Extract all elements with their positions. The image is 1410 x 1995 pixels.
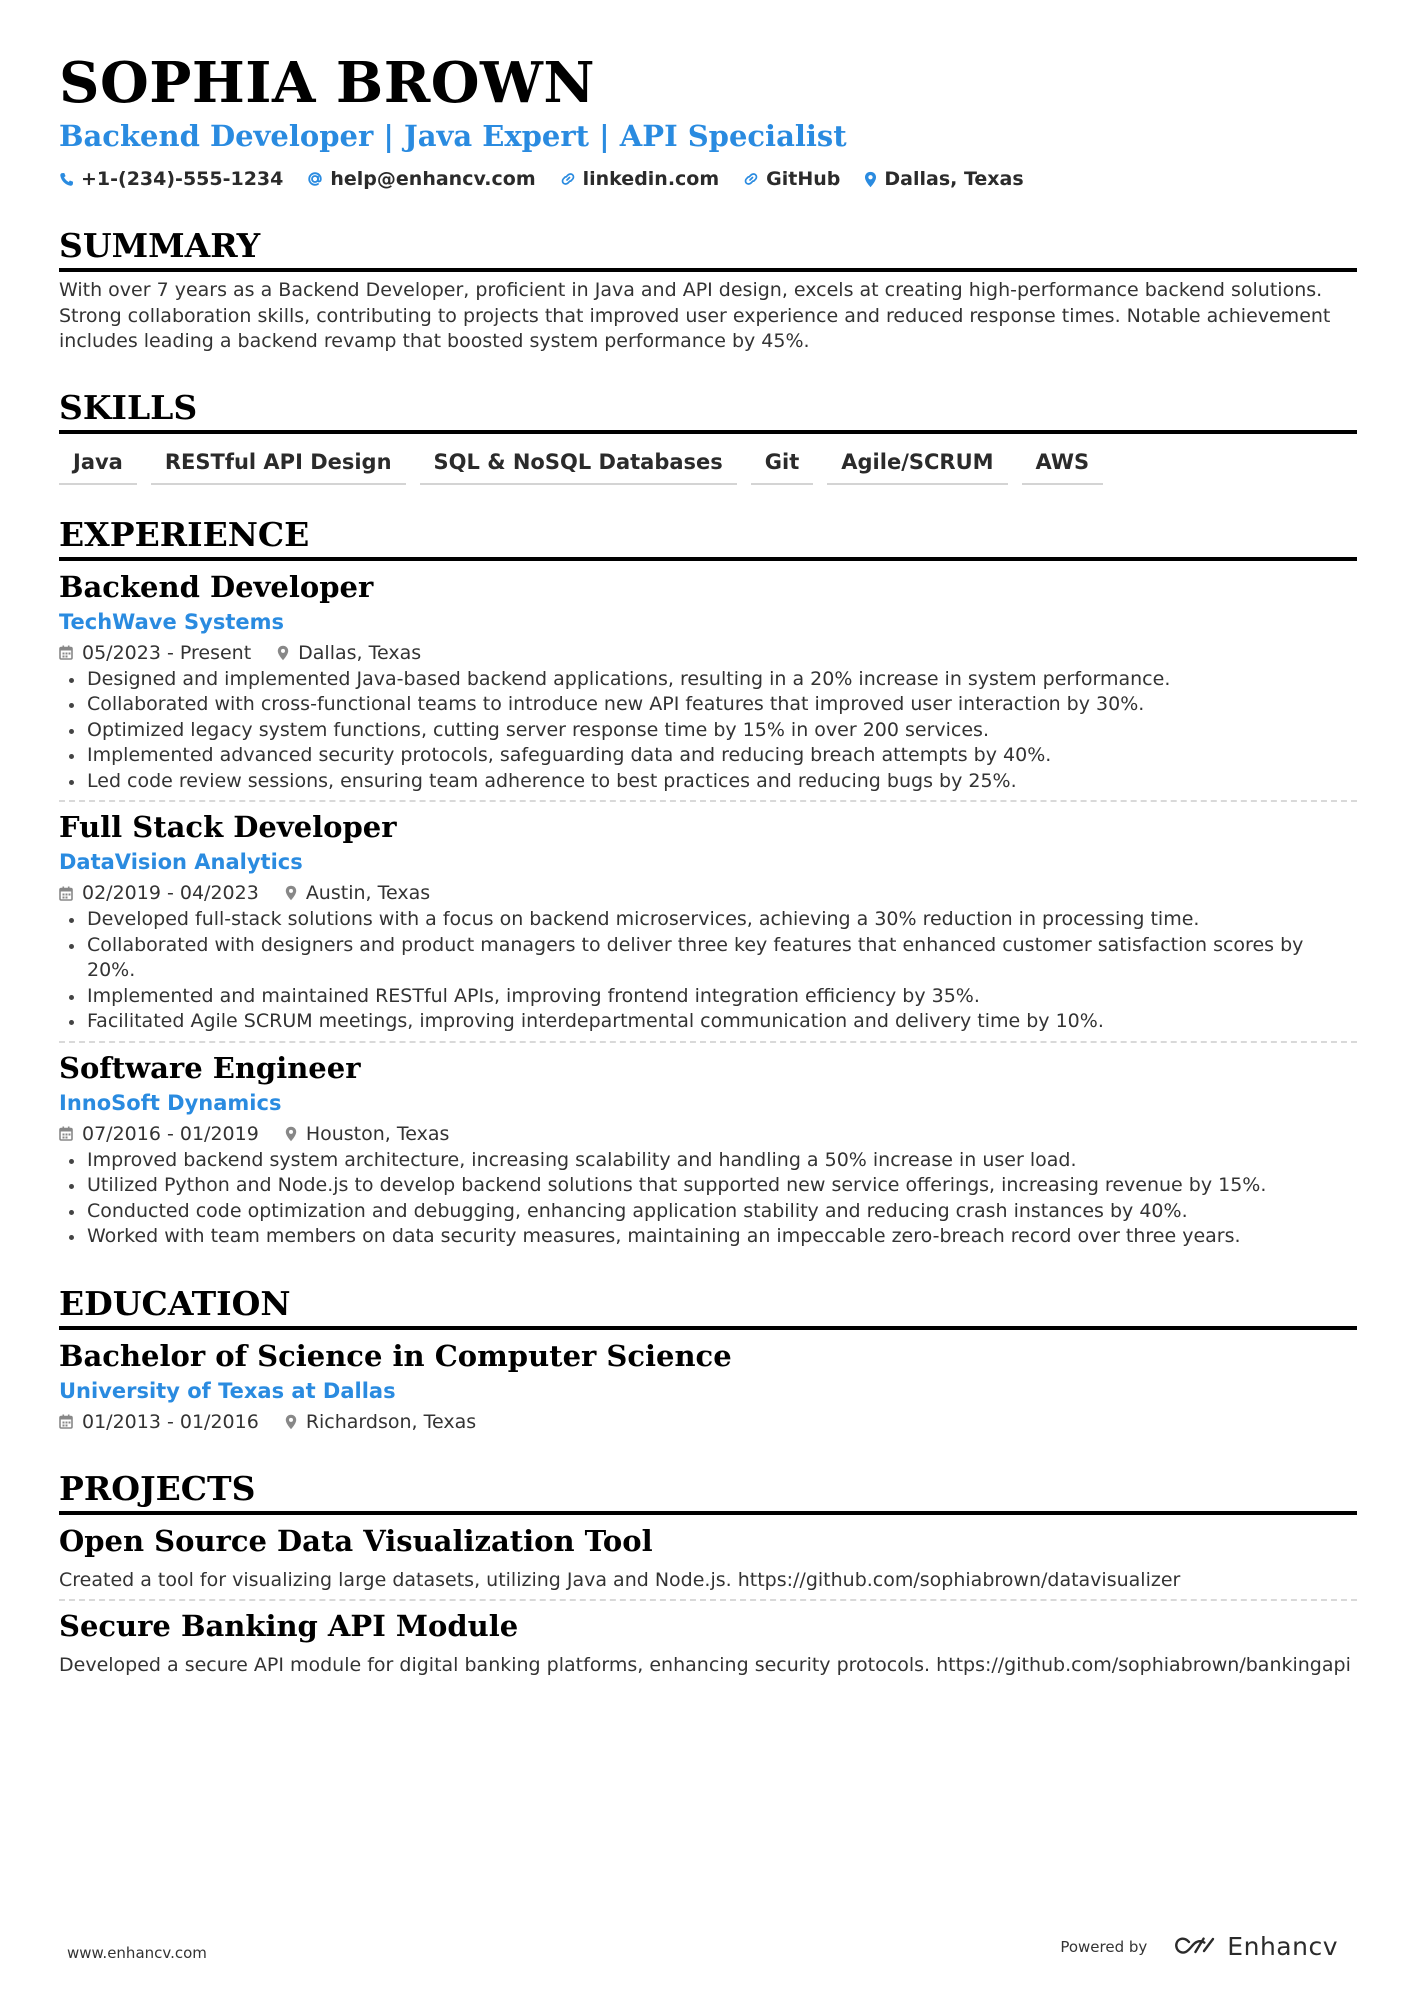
degree-title: Bachelor of Science in Computer Science	[59, 1338, 732, 1373]
project-title: Open Source Data Visualization Tool	[59, 1523, 653, 1558]
job-meta	[59, 880, 1357, 906]
location-icon	[864, 171, 877, 188]
job-meta	[59, 640, 1357, 666]
job-bullets	[59, 667, 1357, 795]
skill-tag: Java	[59, 446, 137, 485]
job-dates	[59, 1121, 259, 1147]
location-icon	[285, 1414, 297, 1430]
project-entry	[59, 1607, 1357, 1679]
contact-bar	[59, 166, 1357, 192]
experience-entry	[59, 568, 1357, 795]
section-title-projects: PROJECTS	[59, 1469, 1357, 1515]
skill-tag: Git	[751, 446, 813, 485]
location-icon	[285, 1126, 297, 1142]
enhancv-brand-text: Enhancv	[1227, 1932, 1338, 1961]
candidate-name: SOPHIA BROWN	[59, 50, 596, 116]
phone-icon	[59, 172, 74, 187]
entry-divider	[59, 800, 1357, 802]
project-description: Developed a secure API module for digital banking platforms, enhancing security protocols. https://github.com/sophiabrown/bankingapi	[59, 1654, 1351, 1676]
contact-phone-text: +1-(234)-555-1234	[81, 168, 284, 190]
bullet-item: Optimized legacy system functions, cutting server response time by 15% in over 200 services.	[59, 718, 1357, 744]
calendar-icon	[59, 645, 73, 660]
at-icon	[307, 171, 323, 187]
bullet-item: Implemented and maintained RESTful APIs, improving frontend integration efficiency by 35%.	[59, 984, 1357, 1010]
skills-section	[59, 388, 1357, 485]
contact-linkedin-text: linkedin.com	[582, 168, 720, 190]
candidate-headline: Backend Developer | Java Expert | API Specialist	[59, 119, 847, 153]
skill-tag: RESTful API Design	[151, 446, 406, 485]
job-dates	[59, 880, 259, 906]
bullet-item: Developed full-stack solutions with a focus on backend microservices, achieving a 30% reduction in processing time.	[59, 907, 1357, 933]
job-dates-text: 02/2019 - 04/2023	[82, 882, 259, 904]
contact-location	[864, 168, 1023, 190]
school-name: University of Texas at Dallas	[59, 1378, 396, 1403]
job-dates	[59, 640, 251, 666]
bullet-item: Collaborated with designers and product managers to deliver three key features that enhanced customer satisfaction scores by 20%.	[59, 933, 1357, 984]
contact-email[interactable]	[307, 168, 535, 190]
job-title: Software Engineer	[59, 1050, 361, 1085]
section-title-summary: SUMMARY	[59, 226, 1357, 272]
project-title: Secure Banking API Module	[59, 1609, 519, 1643]
job-location-text: Houston, Texas	[305, 1122, 450, 1145]
skill-tag: AWS	[1022, 446, 1104, 485]
job-dates-text: 05/2023 - Present	[82, 641, 252, 664]
link-icon	[743, 171, 759, 187]
bullet-item: Worked with team members on data security measures, maintaining an impeccable zero-breach record over three years.	[59, 1224, 1357, 1250]
education-entry	[59, 1337, 1357, 1435]
bullet-item: Designed and implemented Java-based backend applications, resulting in a 20% increase in system performance.	[59, 667, 1357, 693]
section-title-skills: SKILLS	[59, 388, 1357, 434]
job-location-text: Dallas, Texas	[298, 641, 422, 664]
skill-tag: Agile/SCRUM	[827, 446, 1007, 485]
company-name: DataVision Analytics	[59, 850, 303, 874]
contact-email-text: help@enhancv.com	[330, 168, 536, 190]
contact-github-text: GitHub	[766, 168, 841, 190]
summary-text: With over 7 years as a Backend Developer, proficient in Java and API design, excels at creating high-performance backend solutions. Strong collaboration skills, contributing to projects that improved user experience and reduced response times. Notable achievement includes leading a backend revamp that boosted system performance by 45%.	[59, 279, 1331, 352]
section-title-experience: EXPERIENCE	[59, 515, 1357, 561]
job-title: Backend Developer	[59, 569, 374, 604]
skills-list	[59, 446, 1357, 485]
education-dates-text: 01/2013 - 01/2016	[82, 1410, 259, 1433]
calendar-icon	[59, 886, 73, 901]
job-location	[285, 1121, 450, 1147]
company-name: InnoSoft Dynamics	[59, 1090, 282, 1115]
job-meta	[59, 1121, 1357, 1147]
contact-linkedin[interactable]	[560, 168, 720, 190]
bullet-item: Led code review sessions, ensuring team adherence to best practices and reducing bugs by 25%.	[59, 769, 1357, 795]
bullet-item: Implemented advanced security protocols, safeguarding data and reducing breach attempts by 40%.	[59, 743, 1357, 769]
bullet-item: Utilized Python and Node.js to develop backend solutions that supported new service offerings, increasing revenue by 15%.	[59, 1173, 1357, 1199]
job-dates-text: 07/2016 - 01/2019	[82, 1122, 259, 1145]
job-title: Full Stack Developer	[59, 810, 397, 844]
job-bullets	[59, 907, 1357, 1035]
project-description: Created a tool for visualizing large datasets, utilizing Java and Node.js. https://github.com/sophiabrown/datavisualizer	[59, 1568, 1181, 1591]
education-dates	[59, 1409, 259, 1435]
job-location	[285, 880, 430, 906]
resume-page	[59, 50, 1357, 1679]
entry-divider	[59, 1041, 1357, 1043]
job-location-text: Austin, Texas	[305, 882, 431, 904]
enhancv-logo-icon	[1173, 1935, 1219, 1959]
location-icon	[277, 645, 289, 661]
bullet-item: Improved backend system architecture, increasing scalability and handling a 50% increase in user load.	[59, 1148, 1357, 1174]
experience-section	[59, 515, 1357, 1250]
experience-entry	[59, 808, 1357, 1035]
contact-phone[interactable]	[59, 168, 283, 190]
contact-github[interactable]	[743, 168, 840, 190]
projects-section	[59, 1469, 1357, 1679]
experience-entry	[59, 1049, 1357, 1250]
powered-by-text: Powered by	[1060, 1937, 1148, 1956]
job-bullets	[59, 1148, 1357, 1250]
company-name: TechWave Systems	[59, 609, 284, 634]
education-location-text: Richardson, Texas	[305, 1410, 477, 1433]
contact-location-text: Dallas, Texas	[884, 168, 1024, 190]
bullet-item: Facilitated Agile SCRUM meetings, improving interdepartmental communication and delivery time by 10%.	[59, 1009, 1357, 1035]
link-icon	[560, 171, 576, 187]
job-location	[277, 640, 421, 666]
entry-divider	[59, 1599, 1357, 1601]
calendar-icon	[59, 1414, 73, 1429]
calendar-icon	[59, 1126, 73, 1141]
footer-branding	[1060, 1932, 1338, 1961]
section-title-education: EDUCATION	[59, 1284, 1357, 1330]
bullet-item: Collaborated with cross-functional teams to introduce new API features that improved user interaction by 30%.	[59, 692, 1357, 718]
education-section	[59, 1284, 1357, 1435]
summary-section	[59, 226, 1357, 355]
bullet-item: Conducted code optimization and debugging, enhancing application stability and reducing crash instances by 40%.	[59, 1199, 1357, 1225]
skill-tag: SQL & NoSQL Databases	[420, 446, 737, 485]
location-icon	[285, 885, 297, 901]
education-location	[285, 1409, 476, 1435]
education-meta	[59, 1409, 1357, 1435]
footer-website-link[interactable]: www.enhancv.com	[67, 1944, 207, 1962]
project-entry	[59, 1522, 1357, 1594]
